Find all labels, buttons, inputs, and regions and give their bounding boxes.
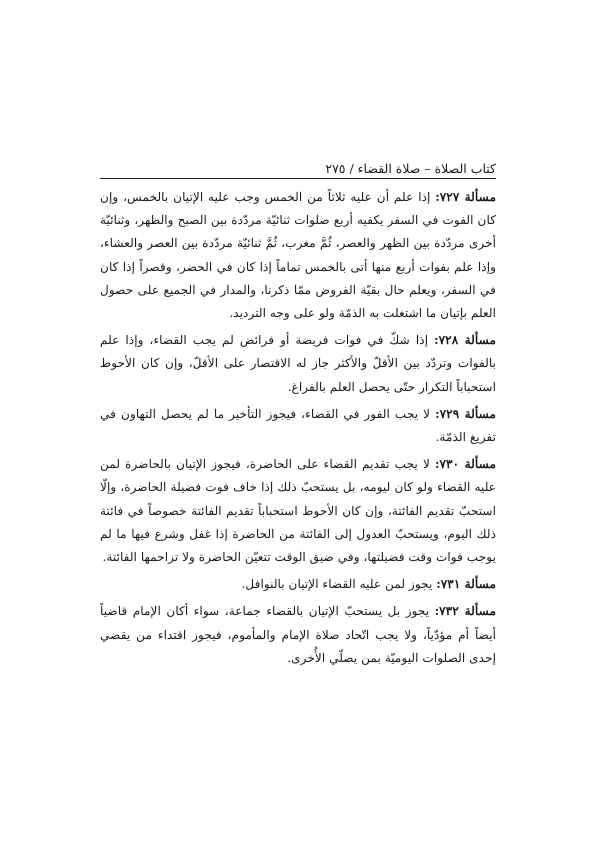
masala-727 xyxy=(100,186,496,325)
masala-729 xyxy=(100,403,496,449)
masala-731 xyxy=(100,573,496,596)
masala-text: إذا علم أن عليه ثلاثاً من الخمس وجب عليه الإتيان بالخمس، وإن كان الفوت في السفر يكفيه أربع صلوات ثنائيّة مردّدة بين الصبح والظهر، وثنائيّة أخرى مردّدة بين الظهر والعصر، ثُمَّ مغرب، ثُمَّ ثنائيّة مردّدة بين العصر والعشاء، وإذا علم بفوات أربع منها أتى بالخمس تماماً إذا كان في الحضر، وقصراً إذا كان في السفر، ويعلم حال بقيّة الفروض ممّا ذكرنا، والمدار في الجميع على حصول العلم بإتيان ما اشتغلت به الذمّة ولو على وجه الترديد. xyxy=(100,190,496,321)
masala-label: مسألة ٧٢٨: xyxy=(434,333,496,348)
masala-728 xyxy=(100,329,496,399)
header-divider xyxy=(100,178,496,179)
masala-732 xyxy=(100,600,496,670)
masala-text: يجوز بل يستحبّ الإتيان بالقضاء جماعة، سواء أكان الإمام قاضياً أيضاً أم مؤدّياً، ولا يجب اتّحاد صلاة الإمام والمأموم، فيجوز اقتداء من يقضي إحدى الصلوات اليوميّة بمن يصلّي الأُخرى. xyxy=(100,604,496,665)
page-body xyxy=(100,186,496,674)
masala-text: لا يجب الفور في القضاء، فيجوز التأخير ما لم يحصل التهاون في تفريغ الذمّة. xyxy=(100,406,496,445)
masala-label: مسألة ٧٣٢: xyxy=(434,604,496,619)
masala-text: إذا شكّ في فوات فريضة أو فرائض لم يجب القضاء، وإذا علم بالفوات وتردّد بين الأقلّ والأكثر جاز له الاقتصار على الأقلّ، وإن كان الأحوط استحباباً التكرار حتّى يحصل العلم بالفراغ. xyxy=(100,333,496,394)
running-header xyxy=(100,154,496,176)
masala-label: مسألة ٧٣١: xyxy=(436,577,496,592)
header-title: كتاب الصلاة – صلاة القضاء / ٢٧٥ xyxy=(325,161,496,176)
masala-label: مسألة ٧٢٧: xyxy=(435,190,496,204)
masala-text: يجوز لمن عليه القضاء الإتيان بالنوافل. xyxy=(241,577,437,592)
masala-label: مسألة ٧٢٩: xyxy=(435,406,497,421)
masala-label: مسألة ٧٣٠: xyxy=(435,457,496,472)
masala-730 xyxy=(100,453,496,569)
masala-text: لا يجب تقديم القضاء على الحاضرة، فيجوز الإتيان بالحاضرة لمن عليه القضاء ولو كان ليومه، بل يستحبّ ذلك إذا خاف فوت فضيلة الحاضرة، وإلّا استحبّ تقديم الفائتة، وإن كان الأحوط استحباباً تقديم الفائتة خصوصاً في فائتة ذلك اليوم، ويستحبّ العدول إلى الفائتة من الحاضرة إذا غفل وشرع فيها ما لم يوجب فوات وقت فضيلتها، وفي ضيق الوقت تتعيّن الحاضرة ولا تزاحمها الفائتة. xyxy=(100,457,496,565)
